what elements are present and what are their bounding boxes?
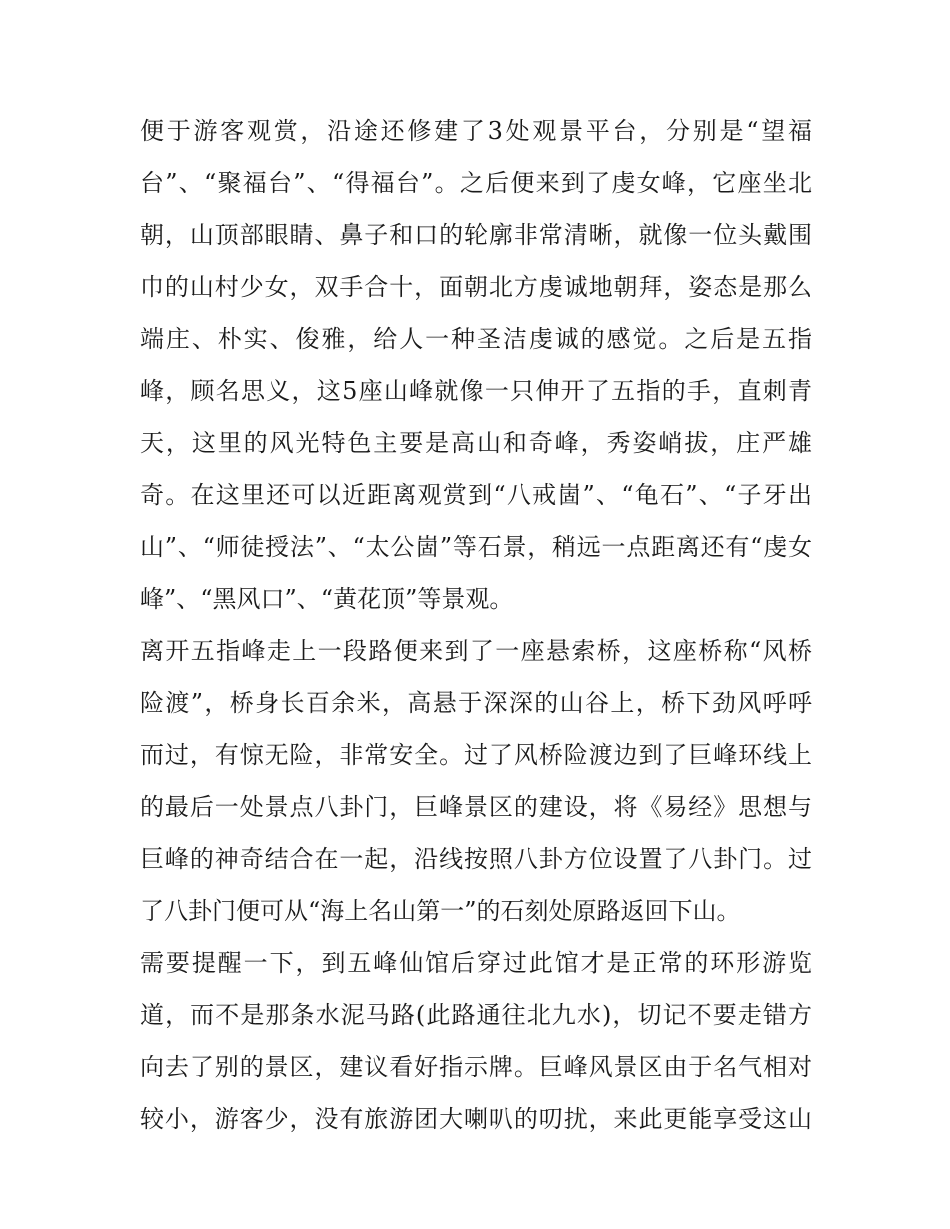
text-line: 便于游客观赏，沿途还修建了3处观景平台，分别是“望福 [140, 117, 812, 145]
text-line: 向去了别的景区，建议看好指示牌。巨峰风景区由于名气相对 [140, 1053, 812, 1081]
text-line: 巨峰的神奇结合在一起，沿线按照八卦方位设置了八卦门。过 [140, 845, 812, 873]
text-line: 离开五指峰走上一段路便来到了一座悬索桥，这座桥称“风桥 [140, 637, 812, 665]
text-line: 较小，游客少，没有旅游团大喇叭的叨扰，来此更能享受这山 [140, 1105, 812, 1133]
text-line: 峰，顾名思义，这5座山峰就像一只伸开了五指的手，直刺青 [140, 377, 812, 405]
text-line: 奇。在这里还可以近距离观赏到“八戒崮”、“龟石”、“子牙出 [140, 481, 812, 509]
text-line: 的最后一处景点八卦门，巨峰景区的建设，将《易经》思想与 [140, 793, 812, 821]
text-line: 需要提醒一下，到五峰仙馆后穿过此馆才是正常的环形游览 [140, 949, 812, 977]
text-line: 台”、“聚福台”、“得福台”。之后便来到了虔女峰，它座坐北 [140, 169, 812, 197]
paragraph-end-line: 峰”、“黑风口”、“黄花顶”等景观。 [140, 585, 514, 613]
paragraph-end-line: 了八卦门便可从“海上名山第一”的石刻处原路返回下山。 [140, 897, 741, 925]
text-line: 天，这里的风光特色主要是高山和奇峰，秀姿峭拔，庄严雄 [140, 429, 812, 457]
body-text [140, 108, 812, 1148]
text-line: 巾的山村少女，双手合十，面朝北方虔诚地朝拜，姿态是那么 [140, 273, 812, 301]
text-line: 而过，有惊无险，非常安全。过了风桥险渡边到了巨峰环线上 [140, 741, 812, 769]
text-line: 端庄、朴实、俊雅，给人一种圣洁虔诚的感觉。之后是五指 [140, 325, 812, 353]
text-line: 道，而不是那条水泥马路(此路通往北九水)，切记不要走错方 [140, 1001, 812, 1029]
text-line: 险渡”，桥身长百余米，高悬于深深的山谷上，桥下劲风呼呼 [140, 689, 812, 717]
text-line: 朝，山顶部眼睛、鼻子和口的轮廓非常清晰，就像一位头戴围 [140, 221, 812, 249]
text-line: 山”、“师徒授法”、“太公崮”等石景，稍远一点距离还有“虔女 [140, 533, 812, 561]
